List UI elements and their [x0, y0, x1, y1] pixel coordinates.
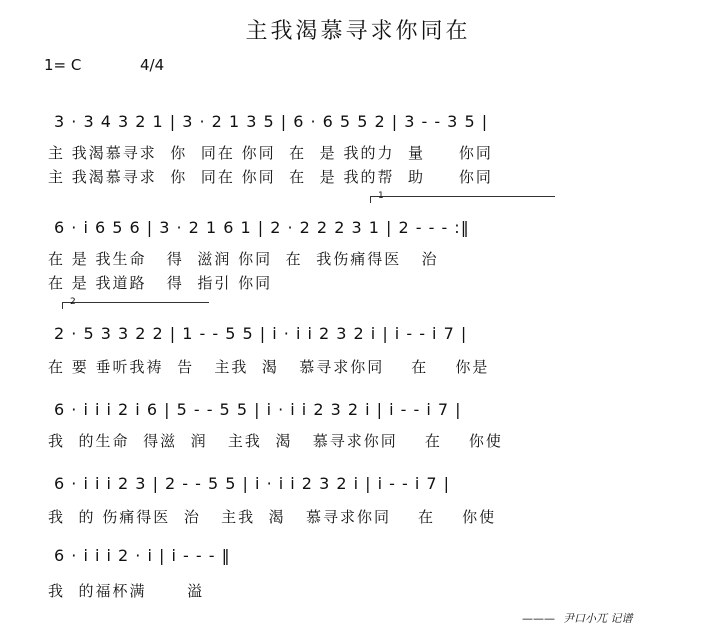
song-title: 主我渴慕寻求你同在	[245, 19, 471, 44]
credit-text: 尹口小兀 记谱	[563, 612, 633, 625]
notation-line-4: 6 · i i i 2 i 6 | 5 - - 5 5 | i · i i 2 3 2 i | i - - i 7 |	[54, 400, 462, 419]
volta-number-1: 1	[378, 191, 384, 201]
lyric-line: 主 我渴慕寻求 你 同在 你同 在 是 我的帮 助 你同	[48, 168, 493, 186]
volta-number-2: 2	[70, 297, 76, 307]
notation-line-1: 3 · 3 4 3 2 1 | 3 · 2 1 3 5 | 6 · 6 5 5 2 | 3 - - 3 5 |	[54, 112, 489, 131]
credit-dash: ———	[522, 612, 555, 625]
key-signature: 1= C	[44, 56, 82, 74]
lyric-line: 我 的生命 得滋 润 主我 渴 慕寻求你同 在 你使	[48, 432, 503, 450]
notation-line-3: 2 · 5 3 3 2 2 | 1 - - 5 5 | i · i i 2 3 2 i | i - - i 7 |	[54, 324, 468, 343]
volta-bracket-2	[62, 302, 209, 309]
lyric-line: 在 是 我生命 得 滋润 你同 在 我伤痛得医 治	[48, 250, 439, 268]
lyric-line: 我 的 伤痛得医 治 主我 渴 慕寻求你同 在 你使	[48, 508, 497, 526]
transcriber-credit	[522, 610, 633, 626]
volta-bracket-1	[370, 196, 555, 203]
lyric-line: 主 我渴慕寻求 你 同在 你同 在 是 我的力 量 你同	[48, 144, 493, 162]
lyric-line: 在 是 我道路 得 指引 你同	[48, 274, 273, 292]
time-signature: 4/4	[140, 56, 165, 74]
notation-line-6: 6 · i i i 2 · i | i - - - ‖	[54, 546, 231, 565]
lyric-line: 在 要 垂听我祷 告 主我 渴 慕寻求你同 在 你是	[48, 358, 490, 376]
notation-line-5: 6 · i i i 2 3 | 2 - - 5 5 | i · i i 2 3 2 i | i - - i 7 |	[54, 474, 451, 493]
lyric-line: 我 的福杯满 溢	[48, 582, 205, 600]
notation-line-2: 6 · i 6 5 6 | 3 · 2 1 6 1 | 2 · 2 2 2 3 1 | 2 - - - :‖	[54, 218, 470, 237]
